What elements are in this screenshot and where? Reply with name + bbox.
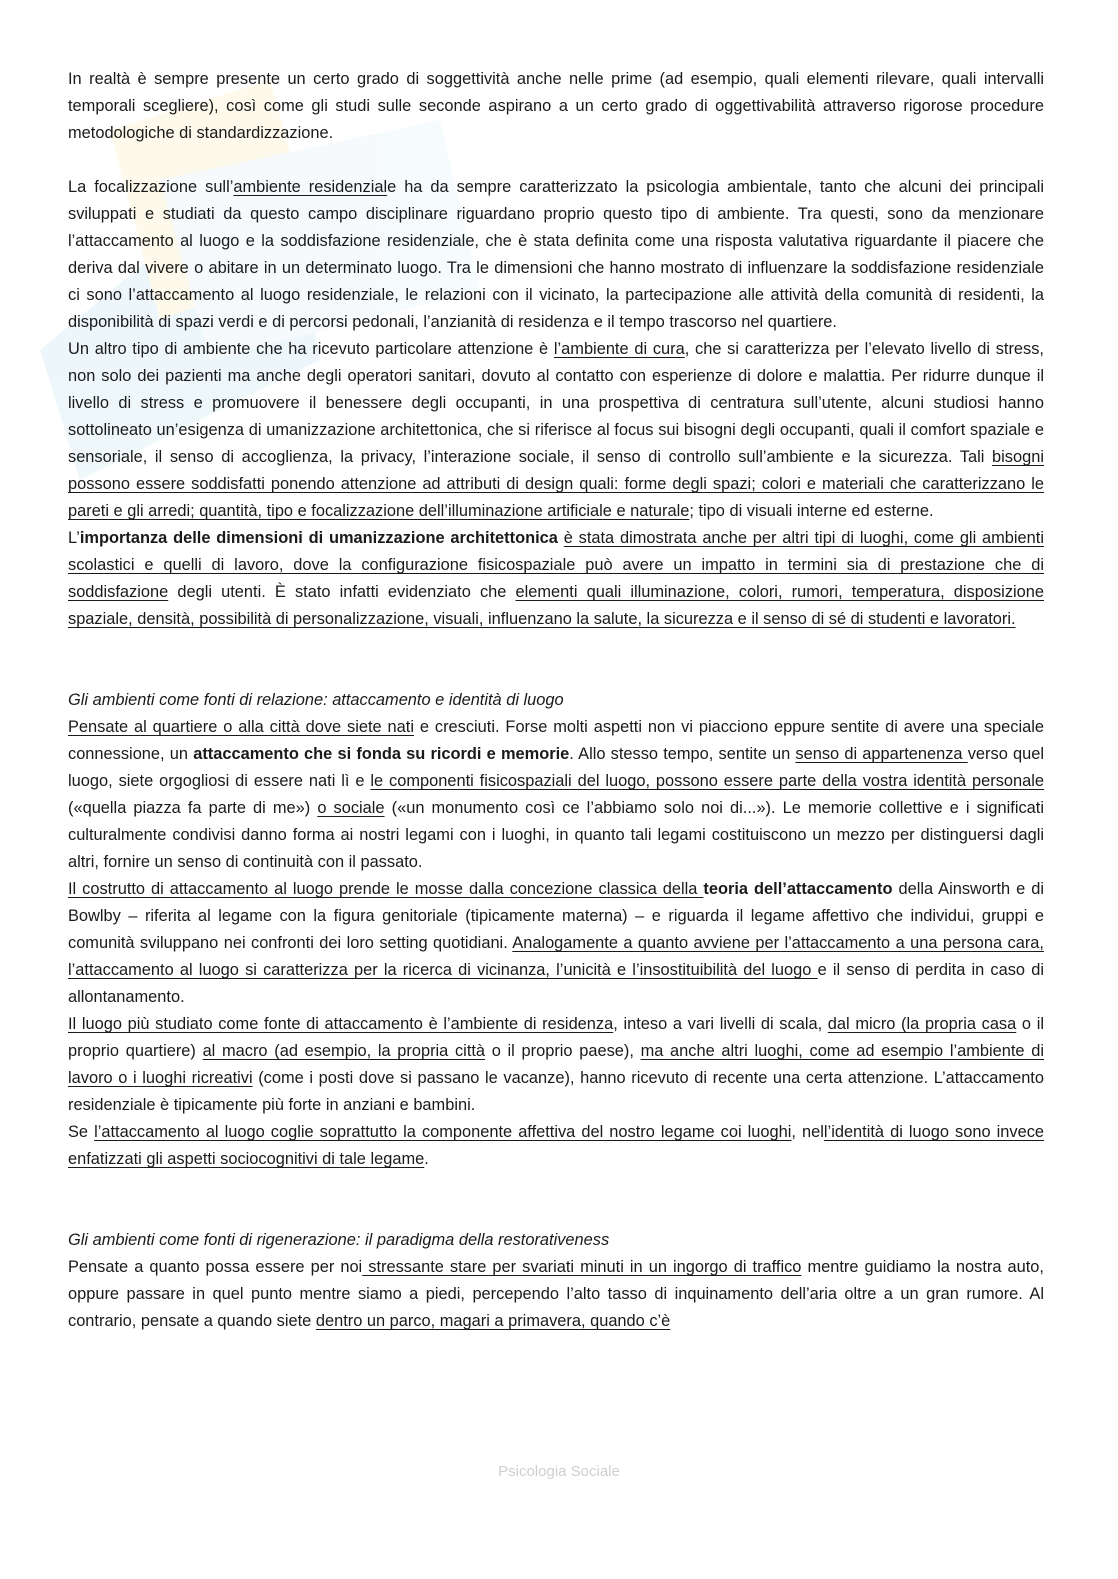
text-run: Se [68, 1123, 95, 1141]
text-run: («un monumento così ce l’abbiamo solo noi di...»). Le memorie collettive e i significati culturalmente condivisi danno forma ai nostri legami con i luoghi, in quanto tali legami costituiscono un mezzo per distinguersi dagli altri, fornire un senso di continuità con il passato. [68, 799, 1044, 871]
paragraph-residential [68, 174, 1044, 336]
underlined-text: Il luogo più studiato come fonte di attaccamento è l’ambiente di residenza [68, 1015, 614, 1033]
text-run: verso quel luogo, siete orgogliosi di essere nati lì e [68, 745, 1044, 790]
paragraph-care-environment [68, 336, 1044, 525]
text-run: In realtà è sempre presente un certo grado di soggettività anche nelle prime (ad esempio, quali elementi rilevare, quali intervalli temporali scegliere), così come gli studi sulle seconde aspirano a un certo grado di oggettivabilità attraverso rigorose procedure metodologiche di standardizzazione. [68, 70, 1044, 142]
underlined-text: l’attaccamento al luogo coglie soprattutto la componente affettiva del nostro legame coi luoghi [94, 1123, 792, 1141]
text-run: («quella piazza fa parte di me») [68, 799, 318, 817]
text-run: La focalizzazione sull’ [68, 178, 234, 196]
paragraph-humanization [68, 525, 1044, 633]
underlined-text: l’ambiente di cura [553, 340, 685, 358]
text-run: , inteso a vari livelli di scala, [613, 1015, 828, 1033]
underlined-text: bisogni possono essere soddisfatti ponendo attenzione ad attributi di design quali: forme degli spazi; colori e materiali che caratterizzano le pareti e gli arredi; quantità, tipo e focalizzazione dell’illuminazione artificiale e naturale [68, 448, 1044, 520]
bold-text: importanza delle dimensioni di umanizzazione architettonica [79, 529, 558, 547]
text-run: mentre guidiamo la nostra auto, oppure passare in quel punto mentre siamo a piedi, percependo l’alto tasso di inquinamento dell’aria oltre a un gran rumore. Al contrario, pensate a quando siete [68, 1258, 1044, 1330]
text-run: della Ainsworth e di Bowlby – riferita al legame con la figura genitoriale (tipicamente materna) – e riguarda il legame affettivo che individui, gruppi e comunità sviluppano nei confronti dei loro setting quotidiani. [68, 880, 1044, 952]
text-run: , che si caratterizza per l’elevato livello di stress, non solo dei pazienti ma anche degli operatori sanitari, dovuto al contatto con esperienze di dolore e malattia. Per ridurre dunque il livello di stress e promuovere il benessere degli occupanti, in una prospettiva di centratura sull’utente, alcuni studiosi hanno sottolineato un’esigenza di umanizzazione architettonica, che si riferisce al focus sui bisogni degli occupanti, quali il comfort spaziale e sensoriale, il senso di accoglienza, la privacy, l’interazione sociale, il senso di controllo sull’ambiente e la sicurezza. Tali [68, 340, 1044, 466]
text-run: L’ [68, 529, 80, 547]
paragraph-attachment-theory [68, 876, 1044, 1011]
text-run: o il proprio quartiere) [68, 1015, 1044, 1060]
underlined-text: elementi quali illuminazione, colori, rumori, temperatura, disposizione spaziale, densità, possibilità di personalizzazione, visuali, influenzano la salute, la sicurezza e il senso di sé di studenti e lavoratori. [68, 583, 1045, 628]
underlined-text: è stata dimostrata anche per altri tipi di luoghi, come gli ambienti scolastici e quelli di lavoro, dove la configurazione fisicospaziale può avere un impatto in termini sia di prestazione che di soddisfazione [68, 529, 1044, 601]
paragraph-neighbourhood [68, 714, 1044, 876]
underlined-text: l’identità di luogo sono invece enfatizzati gli aspetti sociocognitivi di tale legame [68, 1123, 1045, 1168]
underlined-text: Pensate al quartiere o alla città dove siete nati [68, 718, 414, 736]
paragraph-place-identity [68, 1119, 1044, 1173]
underlined-text: senso di appartenenza [795, 745, 968, 763]
underlined-text: al macro (ad esempio, la propria città [202, 1042, 486, 1060]
underlined-text: Il costrutto di attaccamento al luogo prende le mosse dalla concezione classica della [68, 880, 704, 898]
text-run: o il proprio paese), [485, 1042, 641, 1060]
section-heading-restorativeness [68, 1227, 1044, 1254]
bold-text: attaccamento che si fonda su ricordi e memorie [193, 745, 570, 763]
underlined-text: o sociale [317, 799, 385, 817]
underlined-text: stressante stare per svariati minuti in un ingorgo di traffico [362, 1258, 802, 1276]
document-body [68, 66, 1044, 1335]
text-run: e ha da sempre caratterizzato la psicologia ambientale, tanto che alcuni dei principali sviluppati e studiati da questo campo disciplinare riguardano proprio questo tipo di ambiente. Tra questi, sono da menzionare l’attaccamento al luogo e la soddisfazione residenziale, che è stata definita come una risposta valutativa riguardante il piacere che deriva dal vivere o abitare in un determinato luogo. Tra le dimensioni che hanno mostrato di influenzare la soddisfazione residenziale ci sono l’attaccamento al luogo residenziale, le relazioni con il vicinato, la partecipazione alle attività della comunità di residenti, la disponibilità di spazi verdi e di percorsi pedonali, l’anzianità di residenza e il tempo trascorso nel quartiere. [68, 178, 1044, 331]
footer-label: Psicologia Sociale [498, 1463, 620, 1480]
text-run: . Allo stesso tempo, sentite un [569, 745, 796, 763]
text-run: degli utenti. È stato infatti evidenziato che [168, 583, 516, 601]
text-run: Un altro tipo di ambiente che ha ricevuto particolare attenzione è [68, 340, 554, 358]
underlined-text: ambiente residenzial [233, 178, 388, 196]
text-run: . [424, 1150, 429, 1168]
paragraph-traffic-stress [68, 1254, 1044, 1335]
text-run: Gli ambienti come fonti di rigenerazione: il paradigma della restorativeness [68, 1231, 610, 1249]
underlined-text: dentro un parco, magari a primavera, quando c’è [315, 1312, 671, 1330]
text-run: e il senso di perdita in caso di allontanamento. [68, 961, 1044, 1006]
underlined-text: dal micro (la propria casa [827, 1015, 1017, 1033]
underlined-text: ma anche altri luoghi, come ad esempio l’ambiente di lavoro o i luoghi ricreativi [68, 1042, 1044, 1087]
section-heading-relations [68, 687, 1044, 714]
underlined-text: le componenti fisicospaziali del luogo, possono essere parte della vostra identità personale [370, 772, 1044, 790]
text-run: e cresciuti. Forse molti aspetti non vi piacciono eppure sentite di avere una speciale connessione, un [68, 718, 1044, 763]
paragraph-subjectivity [68, 66, 1044, 147]
text-run: (come i posti dove si passano le vacanze), hanno ricevuto di recente una certa attenzione. L’attaccamento residenziale è tipicamente più forte in anziani e bambini. [68, 1069, 1044, 1114]
text-run: , nel [791, 1123, 824, 1141]
underlined-text: Analogamente a quanto avviene per l’attaccamento a una persona cara, l’attaccamento al luogo si caratterizza per la ricerca di vicinanza, l’unicità e l’insostituibilità del luogo [68, 934, 1044, 979]
bold-text: teoria dell’attaccamento [703, 880, 893, 898]
paragraph-residence-place [68, 1011, 1044, 1119]
text-run: ; tipo di visuali interne ed esterne. [689, 502, 934, 520]
text-run: Gli ambienti come fonti di relazione: attaccamento e identità di luogo [68, 691, 564, 709]
text-run: Pensate a quanto possa essere per noi [68, 1258, 363, 1276]
